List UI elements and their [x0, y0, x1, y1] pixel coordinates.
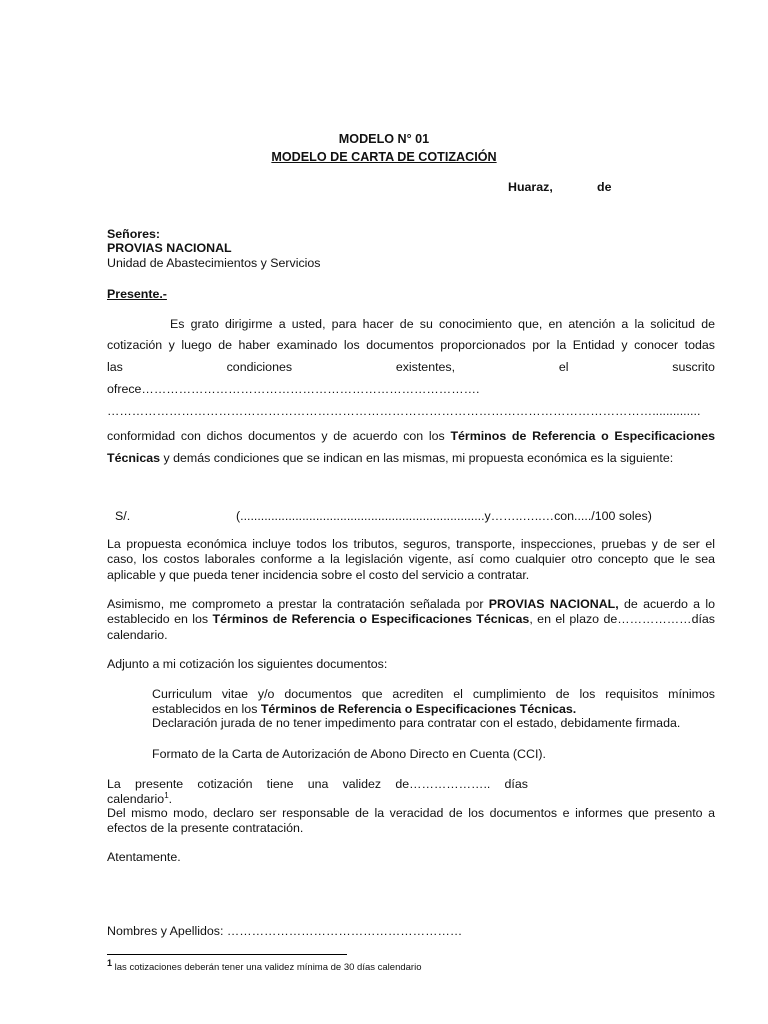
conformity-text-c: y demás condiciones que se indican en las mismas, mi propuesta económica es la siguiente:: [160, 450, 674, 465]
commit-text-e: , en el plazo de………………días calendario.: [107, 612, 715, 642]
doc-item-1: [152, 687, 715, 718]
signature-line: Nombres y Apellidos: …………………………………………………: [107, 924, 463, 938]
validity-word-1: La: [107, 777, 121, 791]
doc-item-3: Formato de la Carta de Autorización de Abono Directo en Cuenta (CCI).: [152, 747, 546, 761]
calendario-tail: .: [168, 792, 173, 806]
footnote-text: las cotizaciones deberán tener una validez mínima de 30 días calendario: [114, 962, 422, 973]
conformity-terms-bold: Términos de Referencia o Especificaciones Técnicas: [107, 429, 715, 465]
calendario-line: [107, 792, 172, 806]
intro-line-2: cotización y luego de haber examinado los documentos proporcionados por la Entidad y conocer todas: [107, 338, 715, 352]
validity-word-2: presente: [134, 777, 184, 791]
amount-text: (.......................................................................y……..…..…con...../100 soles): [236, 509, 652, 523]
docs-intro: Adjunto a mi cotización los siguientes documentos:: [107, 657, 388, 671]
footnote: [107, 957, 422, 973]
dotted-fill-line: ……………………………………………………………………………………………………………………..............: [107, 404, 701, 418]
commit-terms-bold: Términos de Referencia o Especificaciones Técnicas: [212, 612, 530, 627]
declaration-paragraph: Del mismo modo, declaro ser responsable de la veracidad de los documentos e informes que presento a efectos de la presente contratación.: [107, 806, 715, 836]
commit-text-c: de acuerdo a lo establecido en los: [107, 597, 716, 627]
intro-line-1: Es grato dirigirme a usted, para hacer de su conocimiento que, en atención a la solicitud de: [170, 317, 715, 331]
word-existentes: existentes,: [395, 360, 456, 374]
word-condiciones: condiciones: [226, 360, 293, 374]
word-las: las: [107, 360, 123, 374]
costs-paragraph: La propuesta económica incluye todos los tributos, seguros, transporte, inspecciones, pruebas y de ser el caso, los costos laborales conforme a la legislación vigente, así como cualquier otro concepto que le sea aplicable y que pueda tener incidencia sobre el costo del servicio a contratar.: [107, 537, 715, 582]
validity-word-3: cotización: [197, 777, 253, 791]
recipient-unit: Unidad de Abastecimientos y Servicios: [107, 256, 321, 270]
commit-org-bold: PROVIAS NACIONAL,: [488, 597, 619, 611]
presente-label: Presente.-: [107, 287, 167, 301]
intro-line-3: [107, 360, 715, 374]
validity-word-7: de………………..: [395, 777, 491, 791]
date-de-label: de: [597, 180, 612, 194]
currency-label: S/.: [115, 509, 131, 523]
salutation: Señores:: [107, 227, 161, 241]
validity-word-5: una: [307, 777, 329, 791]
validity-line: [107, 777, 528, 791]
ofrece-line: ofrece……………………………………………………………………….: [107, 382, 480, 396]
document-title: MODELO N° 01: [338, 132, 430, 146]
doc-item-2: Declaración jurada de no tener impedimento para contratar con el estado, debidamente firmada.: [152, 716, 681, 730]
doc-item-1-text: Curriculum vitae y/o documentos que acrediten el cumplimiento de los requisitos mínimos establecidos en los: [152, 687, 715, 717]
validity-word-4: tiene: [266, 777, 294, 791]
word-suscrito: suscrito: [672, 360, 715, 374]
word-el: el: [558, 360, 569, 374]
validity-word-6: validez: [342, 777, 382, 791]
commit-text-a: Asimismo, me comprometo a prestar la contratación señalada por: [107, 597, 489, 611]
conformity-paragraph: [107, 426, 715, 469]
place-label: Huaraz,: [508, 180, 553, 194]
closing: Atentamente.: [107, 850, 181, 864]
commitment-paragraph: [107, 597, 715, 643]
conformity-text-a: conformidad con dichos documentos y de acuerdo con los: [107, 429, 451, 443]
doc-item-1-bold: Términos de Referencia o Especificaciones Técnicas.: [260, 702, 577, 717]
footnote-rule: [107, 954, 347, 955]
footnote-number: 1: [107, 957, 113, 968]
validity-word-8: días: [504, 777, 528, 791]
footnote-ref: 1: [164, 790, 169, 800]
recipient-org: PROVIAS NACIONAL: [107, 241, 232, 255]
document-subtitle: MODELO DE CARTA DE COTIZACIÓN: [271, 150, 497, 164]
calendario-word: calendario: [107, 792, 165, 806]
